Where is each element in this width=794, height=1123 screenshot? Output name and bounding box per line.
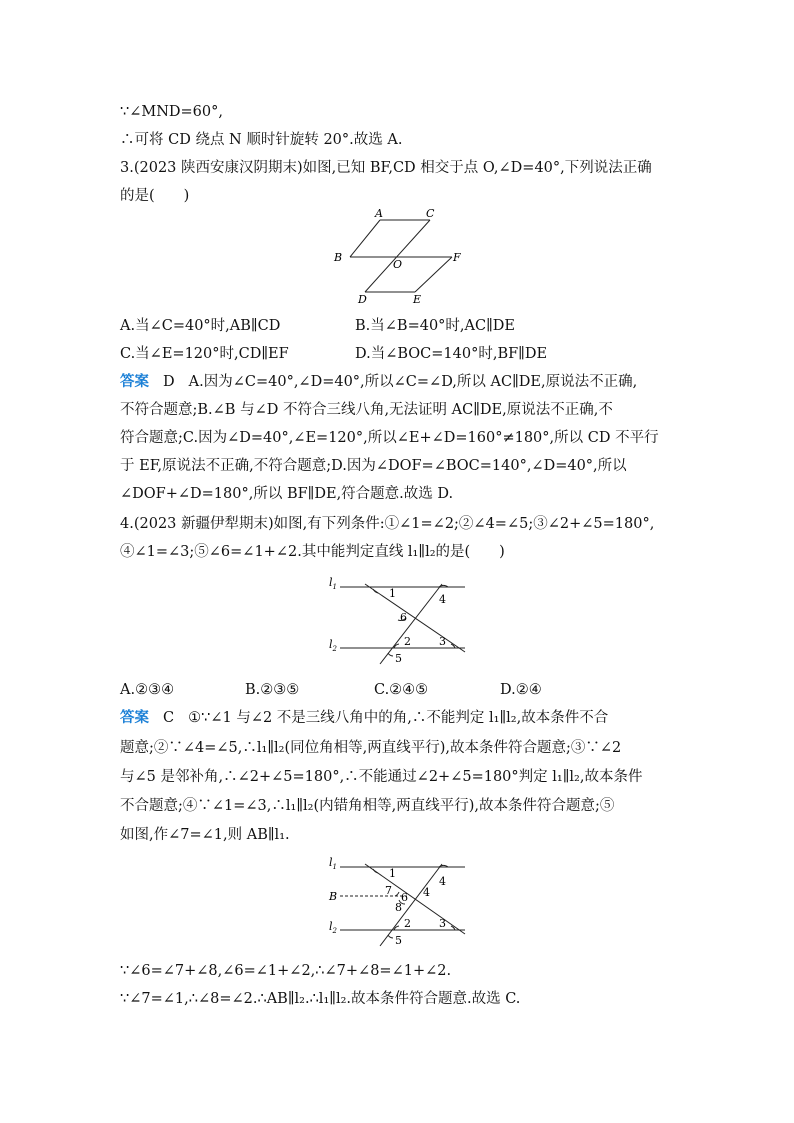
point-label-e: E xyxy=(413,293,422,306)
text-line: 题意;②∵∠4=∠5,∴l₁∥l₂(同位角相等,两直线平行),故本条件符合题意;③∵∠2 xyxy=(120,740,622,756)
option-d: D.当∠BOC=140°时,BF∥DE xyxy=(355,346,548,362)
angle-label-5: 5 xyxy=(395,652,402,665)
angle-label-5: 5 xyxy=(395,934,402,947)
line-label-l1: $l_1$ xyxy=(329,856,337,871)
line-label-l2: $l_2$ xyxy=(329,638,337,653)
question-3-stem: 3.(2023 陕西安康汉阴期末)如图,已知 BF,CD 相交于点 O,∠D=40°,下列说法正确 xyxy=(120,160,652,176)
option-a: A.②③④ xyxy=(120,682,175,698)
option-b: B.②③⑤ xyxy=(245,682,300,698)
text-line: 与∠5 是邻补角,∴∠2+∠5=180°,∴不能通过∠2+∠5=180°判定 l₁∥l₂,故本条件 xyxy=(120,769,643,785)
answer-letter: C xyxy=(163,710,175,726)
answer-text: A.因为∠C=40°,∠D=40°,所以∠C=∠D,所以 AC∥DE,原说法不正确, xyxy=(188,374,638,390)
angle-label-7: 7 xyxy=(385,884,392,897)
point-label-o: O xyxy=(393,258,403,271)
option-c: C.②④⑤ xyxy=(374,682,429,698)
text-line: 如图,作∠7=∠1,则 AB∥l₁. xyxy=(120,827,290,843)
question-3-figure xyxy=(330,205,470,305)
angle-label-1: 1 xyxy=(389,587,396,600)
point-label-f: F xyxy=(453,251,461,264)
answer-text: ①∵∠1 与∠2 不是三线八角中的角,∴不能判定 l₁∥l₂,故本条件不合 xyxy=(188,710,609,726)
question-3-stem-cont: 的是( ) xyxy=(120,188,190,204)
question-4-stem: 4.(2023 新疆伊犁期末)如图,有下列条件:①∠1=∠2;②∠4=∠5;③∠2+∠5=180°, xyxy=(120,516,655,532)
angle-label-3: 3 xyxy=(439,917,446,930)
text-line: ∵∠7=∠1,∴∠8=∠2.∴AB∥l₂.∴l₁∥l₂.故本条件符合题意.故选 C. xyxy=(120,991,521,1007)
angle-label-4b: 4 xyxy=(423,886,430,899)
question-4-figure xyxy=(325,572,470,667)
point-label-a: A xyxy=(375,207,383,220)
line-label-l2: $l_2$ xyxy=(329,920,337,935)
option-c: C.当∠E=120°时,CD∥EF xyxy=(120,346,289,362)
angle-label-6: 6 xyxy=(401,891,408,904)
angle-label-1: 1 xyxy=(389,867,396,880)
point-label-c: C xyxy=(426,207,435,220)
angle-label-6: 6 xyxy=(400,611,407,624)
answer-label: 答案 xyxy=(120,374,149,390)
text-line: ∵∠MND=60°, xyxy=(120,104,223,120)
text-line: ∴可将 CD 绕点 N 顺时针旋转 20°.故选 A. xyxy=(120,132,403,148)
text-line: 于 EF,原说法不正确,不符合题意;D.因为∠DOF=∠BOC=140°,∠D=40°,所以 xyxy=(120,458,627,474)
angle-label-3: 3 xyxy=(439,635,446,648)
angle-label-8: 8 xyxy=(395,901,402,914)
angle-label-2: 2 xyxy=(404,635,411,648)
option-d: D.②④ xyxy=(500,682,542,698)
question-4-solution-figure xyxy=(325,852,470,952)
point-label-b: B xyxy=(334,251,343,264)
text-line: 不符合题意;B.∠B 与∠D 不符合三线八角,无法证明 AC∥DE,原说法不正确,不 xyxy=(120,402,613,418)
angle-label-4: 4 xyxy=(439,593,446,606)
option-b: B.当∠B=40°时,AC∥DE xyxy=(355,318,516,334)
text-line: ∠DOF+∠D=180°,所以 BF∥DE,符合题意.故选 D. xyxy=(120,486,454,502)
answer-letter: D xyxy=(163,374,175,390)
question-4-answer xyxy=(120,708,608,728)
answer-label: 答案 xyxy=(120,710,149,726)
point-label-d: D xyxy=(358,293,367,306)
line-label-l1: $l_1$ xyxy=(329,576,337,591)
text-line: 符合题意;C.因为∠D=40°,∠E=120°,所以∠E+∠D=160°≠180°,所以 CD 不平行 xyxy=(120,430,659,446)
text-line: 不合题意;④∵∠1=∠3,∴l₁∥l₂(内错角相等,两直线平行),故本条件符合题意;⑤ xyxy=(120,798,615,814)
option-a: A.当∠C=40°时,AB∥CD xyxy=(120,318,281,334)
text-line: ∵∠6=∠7+∠8,∠6=∠1+∠2,∴∠7+∠8=∠1+∠2. xyxy=(120,963,452,979)
question-4-stem-cont: ④∠1=∠3;⑤∠6=∠1+∠2.其中能判定直线 l₁∥l₂的是( ) xyxy=(120,544,505,560)
angle-label-2: 2 xyxy=(404,917,411,930)
question-3-answer xyxy=(120,372,637,392)
angle-label-4: 4 xyxy=(439,875,446,888)
point-label-b: B xyxy=(329,890,338,903)
